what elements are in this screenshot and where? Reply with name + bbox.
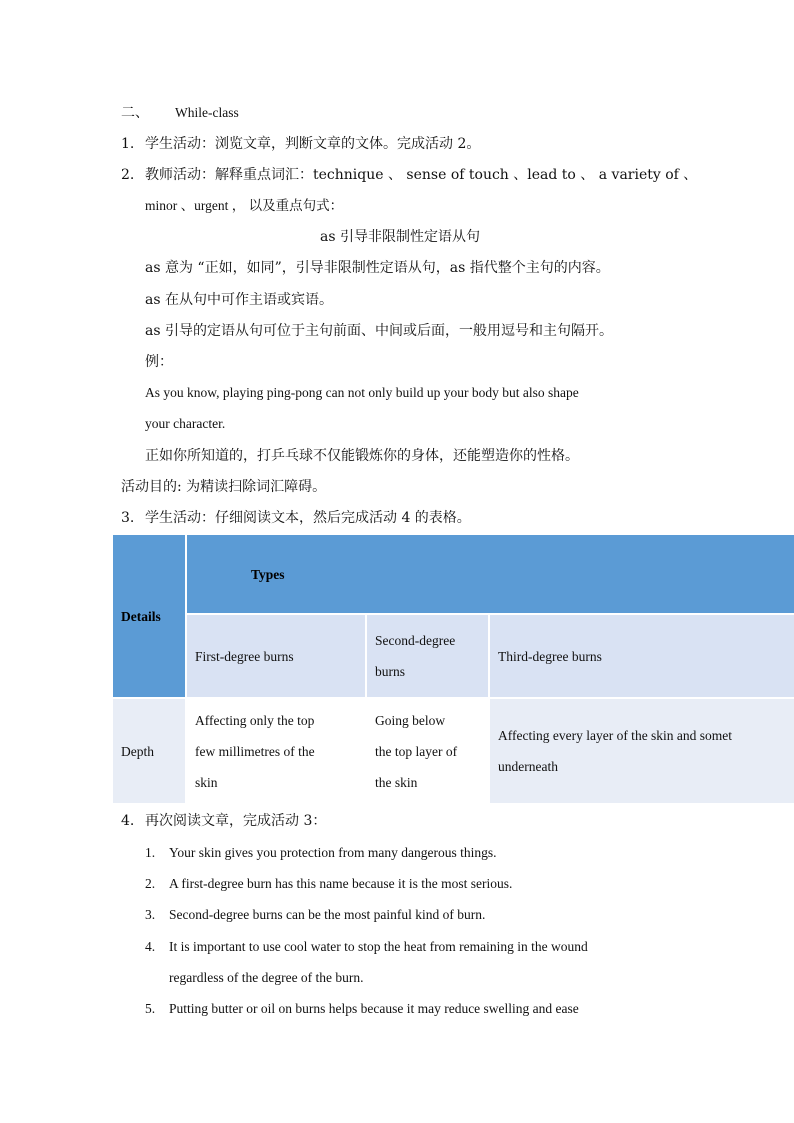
example-english: As you know, playing ping-pong can not only build up your body but also shape: [145, 385, 579, 400]
example-chinese: 正如你所知道的，打乒乓球不仅能锻炼你的身体，还能塑造你的性格。: [145, 448, 579, 464]
table-row: [112, 698, 794, 804]
list-number: 3.: [121, 510, 135, 526]
statement-text: It is important to use cool water to stop the heat from remaining in the wound: [169, 939, 588, 954]
statement-number: 2.: [145, 876, 156, 891]
grammar-heading: as 引导非限制性定语从句: [320, 229, 480, 245]
grammar-paragraph: as 意为 “正如，如同”，引导非限制性定语从句，as 指代整个主句的内容。: [145, 260, 610, 276]
list-text: 学生活动：浏览文章，判断文章的文体。完成活动 2。: [145, 136, 481, 152]
list-item: [121, 811, 326, 831]
list-item: [121, 134, 480, 154]
list-item: [121, 165, 697, 185]
table-cell: [366, 698, 489, 804]
statement-text: Second-degree burns can be the most painful kind of burn.: [169, 907, 486, 922]
list-text: 学生活动：仔细阅读文本，然后完成活动 4 的表格。: [145, 510, 471, 526]
cell-line: skin: [195, 774, 218, 790]
statement-text: A first-degree burn has this name because it is the most serious.: [169, 876, 513, 891]
column-header-label: First-degree burns: [195, 648, 294, 664]
list-text: 教师活动：解释重点词汇：technique 、 sense of touch 、lead to 、 a variety of 、: [145, 167, 698, 183]
list-text: 再次阅读文章，完成活动 3：: [145, 813, 327, 829]
statement-number: 1.: [145, 845, 156, 860]
cell-line: Going below: [375, 712, 446, 728]
example-english: your character.: [145, 416, 226, 431]
cell-line: the top layer of: [375, 743, 458, 759]
details-header: Details: [112, 534, 186, 698]
list-number: 4.: [121, 813, 135, 829]
list-number: 2.: [121, 167, 135, 183]
cell-line: Affecting only the top: [195, 712, 315, 728]
example-label: 例：: [145, 354, 173, 370]
statement-item: [145, 874, 512, 894]
list-item-continuation: minor 、urgent ， 以及重点句式：: [145, 198, 344, 213]
column-header: [366, 614, 489, 698]
types-header: Types: [186, 534, 794, 614]
statement-text: Your skin gives you protection from many dangerous things.: [169, 845, 497, 860]
grammar-paragraph: as 引导的定语从句可位于主句前面、中间或后面，一般用逗号和主句隔开。: [145, 323, 613, 339]
row-label: Depth: [112, 698, 186, 804]
statement-item: [145, 937, 588, 957]
cell-line: Affecting every layer of the skin and somet: [498, 728, 733, 743]
burn-types-table: [111, 533, 794, 805]
statement-number: 3.: [145, 907, 156, 922]
table-cell: [489, 698, 794, 804]
statement-continuation: regardless of the degree of the burn.: [169, 970, 364, 985]
statement-item: [145, 843, 496, 863]
column-header: [489, 614, 794, 698]
column-header-line: Second-degree: [375, 633, 456, 648]
column-header-label: Third-degree burns: [498, 648, 602, 664]
statement-number: 5.: [145, 1001, 156, 1016]
cell-line: the skin: [375, 774, 418, 790]
statement-item: [145, 905, 485, 925]
table-cell: [186, 698, 366, 804]
activity-purpose: 活动目的: 为精读扫除词汇障碍。: [121, 479, 327, 495]
statement-number: 4.: [145, 939, 156, 954]
list-item: [121, 508, 471, 528]
column-header-line: burns: [375, 664, 405, 679]
column-header: [186, 614, 366, 698]
section-title: While-class: [175, 105, 239, 120]
section-number: 二、: [121, 105, 149, 121]
cell-line: underneath: [498, 759, 558, 774]
grammar-paragraph: as 在从句中可作主语或宾语。: [145, 292, 333, 308]
statement-text: Putting butter or oil on burns helps because it may reduce swelling and ease: [169, 1001, 579, 1016]
statement-item: [145, 999, 579, 1019]
list-number: 1.: [121, 136, 135, 152]
cell-line: few millimetres of the: [195, 743, 315, 759]
section-heading: [121, 103, 239, 123]
